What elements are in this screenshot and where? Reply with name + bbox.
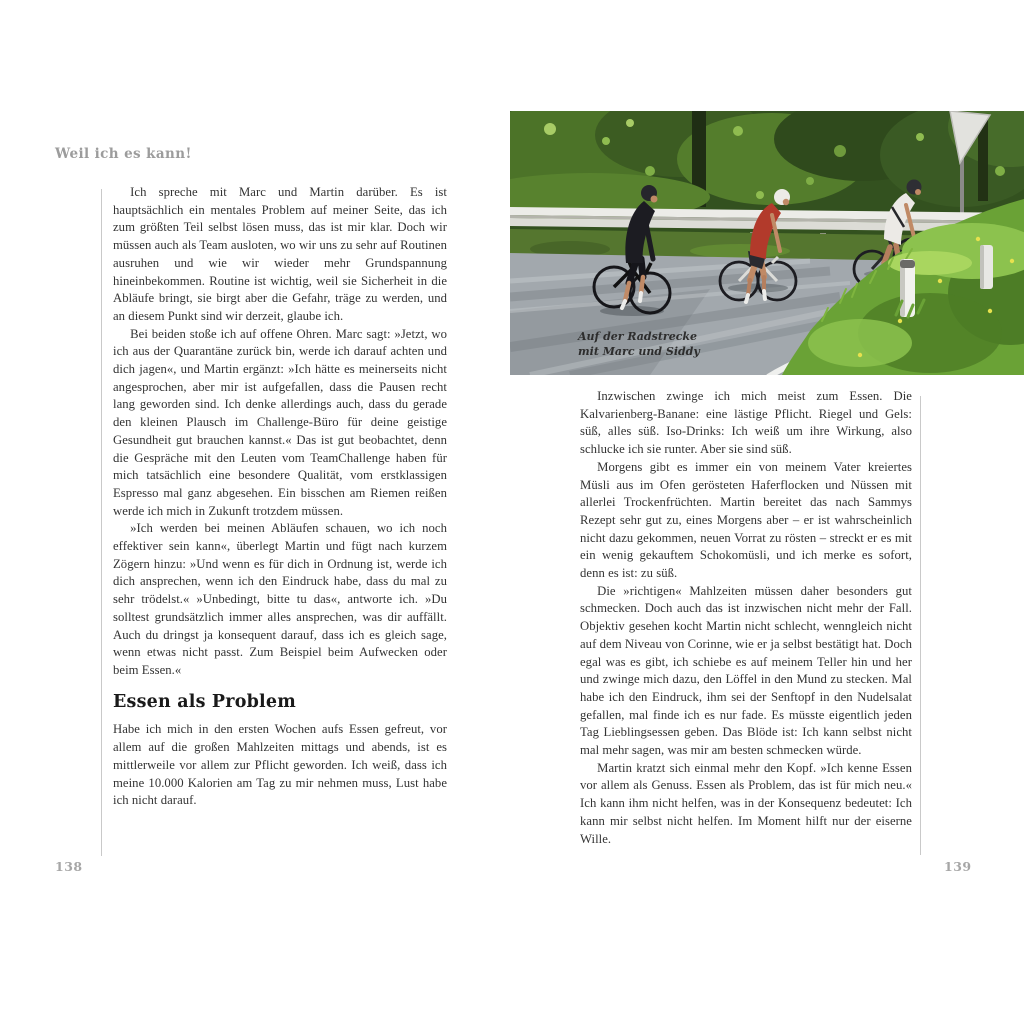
marker-post-far — [980, 245, 993, 289]
text-rule-left — [101, 189, 102, 856]
body-paragraph: »Ich werden bei meinen Abläufen schauen, wo ich noch effektiver sein kann«, überlegt Martin und fügt nach kurzem Zögern hinzu: »Und wenn es für dich in Ordnung ist, werde ich dich ansprechen, wenn ich den Eindruck habe, dass du mal zu sehr trödelst.« »Unbedingt, bitte tu das«, antworte ich. »Du solltest grundsätzlich immer alles ansprechen, was dir auffällt. Auch du dringst ja konsequent darauf, dass ich es gleich sage, wenn etwas nicht passt. Zum Beispiel beim Aufwecken oder beim Essen.« — [113, 521, 447, 677]
body-paragraph: Ich spreche mit Marc und Martin darüber. Es ist hauptsächlich ein mentales Problem auf meiner Seite, das ich zum größten Teil selbst lösen muss, das ist mir klar. Doch wir müssen auch als Team ausloten, wo wir uns zu sehr auf Routinen ausruhen und wie wir wieder mehr Grundspannung hineinbekommen. Routine ist wichtig, weil sie Sicherheit in die Abläufe bringt, sie birgt aber die Gefahr, träge zu werden, und an diesem Punkt sind wir derzeit, glaube ich. — [113, 185, 447, 323]
body-paragraph: Bei beiden stoße ich auf offene Ohren. Marc sagt: »Jetzt, wo ich aus der Quarantäne zurück bin, werde ich darauf achten und dich jagen«, und Martin ergänzt: »Ich hätte es meinerseits nicht angesprochen, aber mir ist aufgefallen, dass die Pausen recht lang geworden sind. Ich denke allerdings auch, dass du gerade den kleinen Plausch im Challenge-Büro für deine geistige Gesundheit gut brauchen kannst.« Das ist gut beobachtet, denn die Gespräche mit den Leuten vom TeamChallenge haben für mich tatsächlich eine besondere Qualität, vom erstklassigen Espresso mal ganz abgesehen. Ein bisschen am Riemen reißen werde ich mich in Zukunft trotzdem müssen. — [113, 326, 447, 518]
photo-caption-line2: mit Marc und Siddy — [578, 345, 700, 358]
section-heading: Essen als Problem — [113, 691, 296, 712]
photo-caption-line1: Auf der Radstrecke — [578, 330, 698, 343]
body-paragraph: Inzwischen zwinge ich mich meist zum Essen. Die Kalvarienberg-Banane: eine lästige Pflicht. Riegel und Gels: süß, alles süß. Iso-Drinks: Ich weiß um ihre Wirkung, also schlucke ich sie runter. Aber sie sind süß. — [580, 389, 912, 457]
photo-caption — [578, 329, 700, 359]
running-header: Weil ich es kann! — [55, 146, 192, 162]
text-rule-right — [920, 396, 921, 855]
body-paragraph: Martin kratzt sich einmal mehr den Kopf. »Ich kenne Essen vor allem als Genuss. Essen als Problem, das ist für mich neu.« Ich kann ihm nicht helfen, was in der Konsequenz bedeutet: Ich kann mir selbst nicht helfen. Im Moment hilft nur der eiserne Wille. — [580, 760, 912, 846]
body-paragraph: Morgens gibt es immer ein von meinem Vater kreiertes Müsli aus im Ofen gerösteten Haferflocken und Nüssen mit allerlei Trockenfrüchten. Martin bereitet das nach Sammys Rezept sehr gut zu, eines Morgens aber – er ist wahrscheinlich nicht dazu gekommen, neuen Vorrat zu rösten – streckt er es mit ein wenig gekauftem Schokomüsli, und ich merke es sofort, denn es ist: zu süß. — [580, 459, 912, 581]
page-number-left: 138 — [55, 859, 83, 874]
page-number-right: 139 — [944, 859, 972, 874]
verge-light — [690, 244, 790, 258]
left-text-column — [113, 184, 447, 860]
body-paragraph: Die »richtigen« Mahlzeiten müssen daher besonders gut schmecken. Doch auch das ist inzwischen nicht mehr der Fall. Objektiv gesehen kocht Martin nicht schlecht, wenngleich nicht auf dem Niveau von Corinne, wie er ja selbst bestätigt hat. Doch egal was es gibt, ich schiebe es auf meinem Teller hin und her und zwinge mich dazu, den Löffel in den Mund zu stecken. Mal habe ich den Eindruck, ihm sei der Senftopf in den Nudelsalat gefallen, mal finde ich es nur fade. Es müsste eigentlich jeden Tag Lieblingsessen geben. Das Blöde ist: Ich kann selbst nicht mal mehr sagen, was mir am besten schmecken würde. — [580, 583, 912, 758]
right-text-column — [580, 388, 912, 866]
body-paragraph: Habe ich mich in den ersten Wochen aufs Essen gefreut, vor allem auf die großen Mahlzeiten mittags und abends, ist es mittlerweile vor allem zur Pflicht geworden. Ich weiß, dass ich meine 10.000 Kalorien am Tag zu mir nehmen muss, Lust habe ich nicht darauf. — [113, 722, 447, 808]
radstrecke-photo — [510, 111, 1024, 375]
